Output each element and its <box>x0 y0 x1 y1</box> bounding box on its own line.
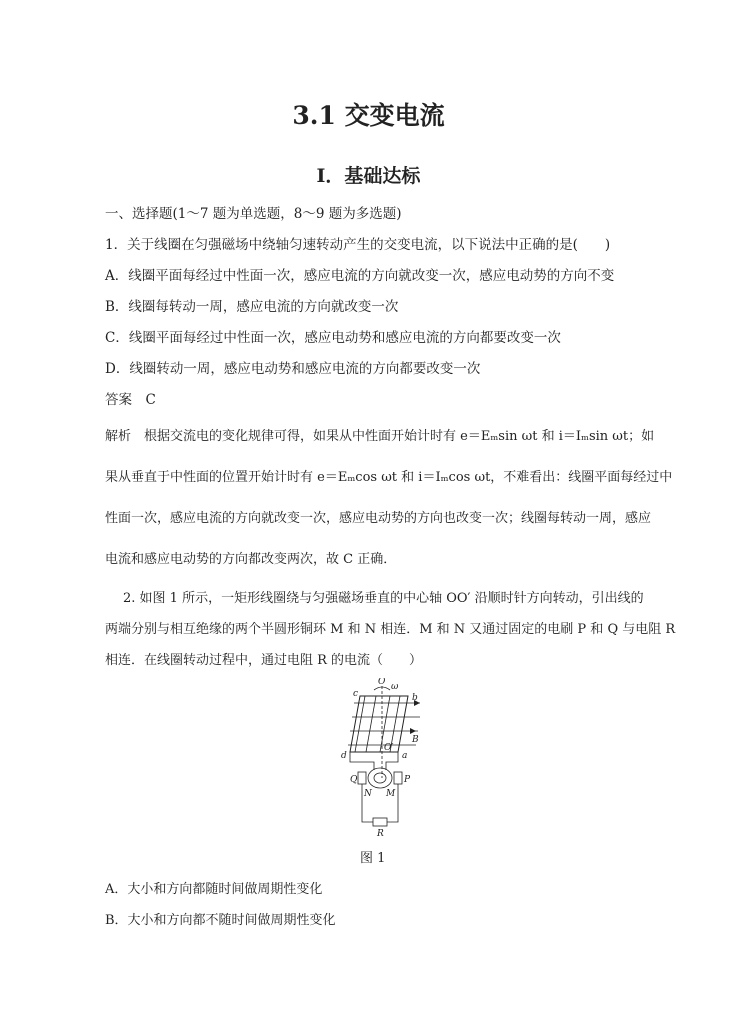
lead-wire <box>350 752 374 770</box>
label-o-prime: O′ <box>384 743 394 753</box>
label-n: N <box>364 789 372 799</box>
brush-p <box>394 772 402 784</box>
q2-stem-line-3: 相连．在线圈转动过程中，通过电阻 R 的电流（ ） <box>105 653 423 668</box>
coil-grid <box>355 696 365 752</box>
q1-option-d: D．线圈转动一周，感应电动势和感应电流的方向都要改变一次 <box>105 361 481 377</box>
coil <box>350 696 408 752</box>
label-b: b <box>412 693 418 703</box>
q1-analysis-line-1: 解析 根据交流电的变化规律可得，如果从中性面开始计时有 e＝Eₘsin ωt 和 i＝Iₘsin ωt；如 <box>105 429 655 444</box>
page-title: 3.1 交变电流 <box>292 101 445 130</box>
q2-option-a: A．大小和方向都随时间做周期性变化 <box>105 882 323 897</box>
resistor <box>373 818 387 826</box>
slip-ring <box>368 768 392 788</box>
label-c: c <box>353 689 359 699</box>
q1-stem: 1．关于线圈在匀强磁场中绕轴匀速转动产生的交变电流，以下说法中正确的是( ) <box>105 237 611 253</box>
brush-q <box>358 772 366 784</box>
q1-option-b: B．线圈每转动一周，感应电流的方向就改变一次 <box>105 299 399 315</box>
q1-analysis-line-2: 果从垂直于中性面的位置开始计时有 e＝Eₘcos ωt 和 i＝Iₘcos ωt，不难看出：线圈平面每经过中 <box>105 470 673 485</box>
coil-grid <box>366 696 376 752</box>
field-arrow-head <box>410 728 416 734</box>
label-field-b: B <box>412 735 419 745</box>
q2-option-b: B．大小和方向都不随时间做周期性变化 <box>105 913 336 928</box>
q1-option-a: A．线圈平面每经过中性面一次，感应电流的方向就改变一次，感应电动势的方向不变 <box>105 268 615 284</box>
instructions: 一、选择题(1～7 题为单选题，8～9 题为多选题) <box>105 206 402 222</box>
label-d: d <box>341 751 347 761</box>
label-q: Q <box>350 775 358 785</box>
figure-caption: 图 1 <box>360 851 386 866</box>
q2-stem-line-1: 2. 如图 1 所示，一矩形线圈绕与匀强磁场垂直的中心轴 OO′ 沿顺时针方向转动，引出线的 <box>123 591 644 606</box>
section-heading: Ⅰ．基础达标 <box>316 165 421 187</box>
label-p: P <box>404 775 411 785</box>
q2-stem-line-2: 两端分别与相互绝缘的两个半圆形铜环 M 和 N 相连．M 和 N 又通过固定的电刷 P 和 Q 与电阻 R <box>105 622 676 637</box>
label-m: M <box>386 789 396 799</box>
label-o: O <box>378 678 386 687</box>
label-r: R <box>377 829 384 838</box>
label-a: a <box>402 751 408 761</box>
q1-option-c: C．线圈平面每经过中性面一次，感应电动势和感应电流的方向都要改变一次 <box>105 330 561 346</box>
generator-figure <box>328 678 420 838</box>
q1-analysis-line-4: 电流和感应电动势的方向都改变两次，故 C 正确． <box>105 552 397 567</box>
label-omega: ω <box>391 682 399 692</box>
slip-ring-inner <box>374 773 386 783</box>
q1-analysis-line-3: 性面一次，感应电流的方向就改变一次，感应电动势的方向也改变一次；线圈每转动一周，感应 <box>105 511 652 526</box>
q1-answer: 答案 C <box>105 392 156 408</box>
lead-wire <box>386 752 398 770</box>
